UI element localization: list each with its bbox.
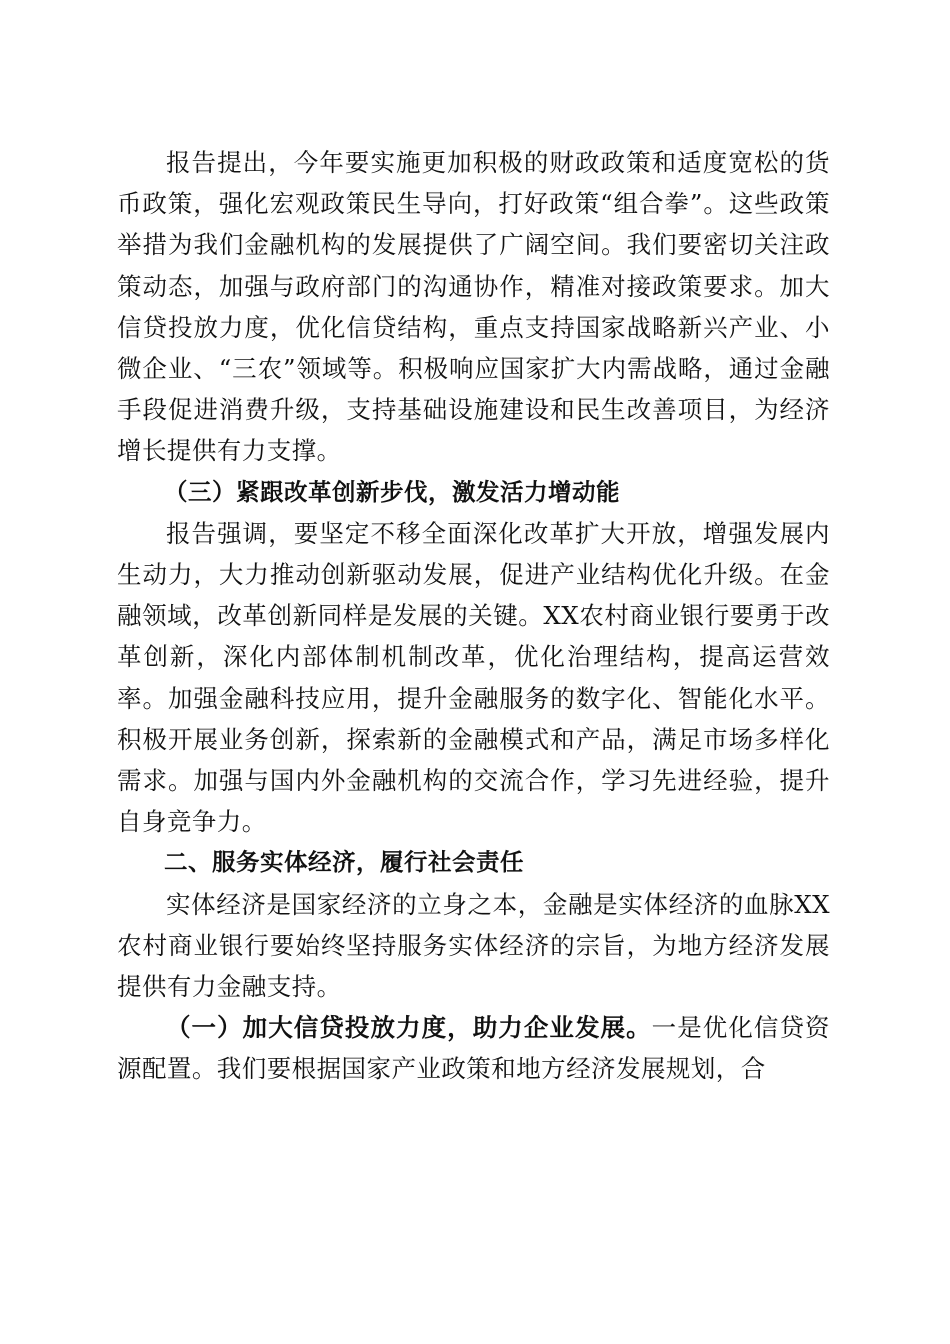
paragraph-reform: 报告强调，要坚定不移全面深化改革扩大开放，增强发展内生动力，大力推动创新驱动发展，促进产业结构优化升级。在金融领域，改革创新同样是发展的关键。XX农村商业银行要勇于改革创新，深化内部体制机制改革，优化治理结构，提高运营效率。加强金融科技应用，提升金融服务的数字化、智能化水平。积极开展业务创新，探索新的金融模式和产品，满足市场多样化需求。加强与国内外金融机构的交流合作，学习先进经验，提升自身竞争力。 bbox=[117, 518, 830, 837]
credit-text: 一是优化信贷资源配置。我们要根据国家产业政策和地方经济发展规划，合 bbox=[117, 1013, 830, 1084]
paragraph-real-economy: 实体经济是国家经济的立身之本，金融是实体经济的血脉XX农村商业银行要始终坚持服务实体经济的宗旨，为地方经济发展提供有力金融支持。 bbox=[117, 889, 830, 1002]
paragraph-policy: 报告提出，今年要实施更加积极的财政政策和适度宽松的货币政策，强化宏观政策民生导向，打好政策“组合拳”。这些政策举措为我们金融机构的发展提供了广阔空间。我们要密切关注政策动态，加强与政府部门的沟通协作，精准对接政策要求。加大信贷投放力度，优化信贷结构，重点支持国家战略新兴产业、小微企业、“三农”领域等。积极响应国家扩大内需战略，通过金融手段促进消费升级，支持基础设施建设和民生改善项目，为经济增长提供有力支撑。 bbox=[117, 148, 830, 466]
heading-reform-innovation: （三）紧跟改革创新步伐，激发活力增动能 bbox=[164, 477, 620, 506]
credit-subheading: （一）加大信贷投放力度，助力企业发展。 bbox=[166, 1013, 652, 1043]
paragraph-credit bbox=[117, 1007, 830, 1089]
document-body bbox=[117, 142, 830, 1090]
heading-serve-real-economy: 二、服务实体经济，履行社会责任 bbox=[164, 848, 524, 877]
